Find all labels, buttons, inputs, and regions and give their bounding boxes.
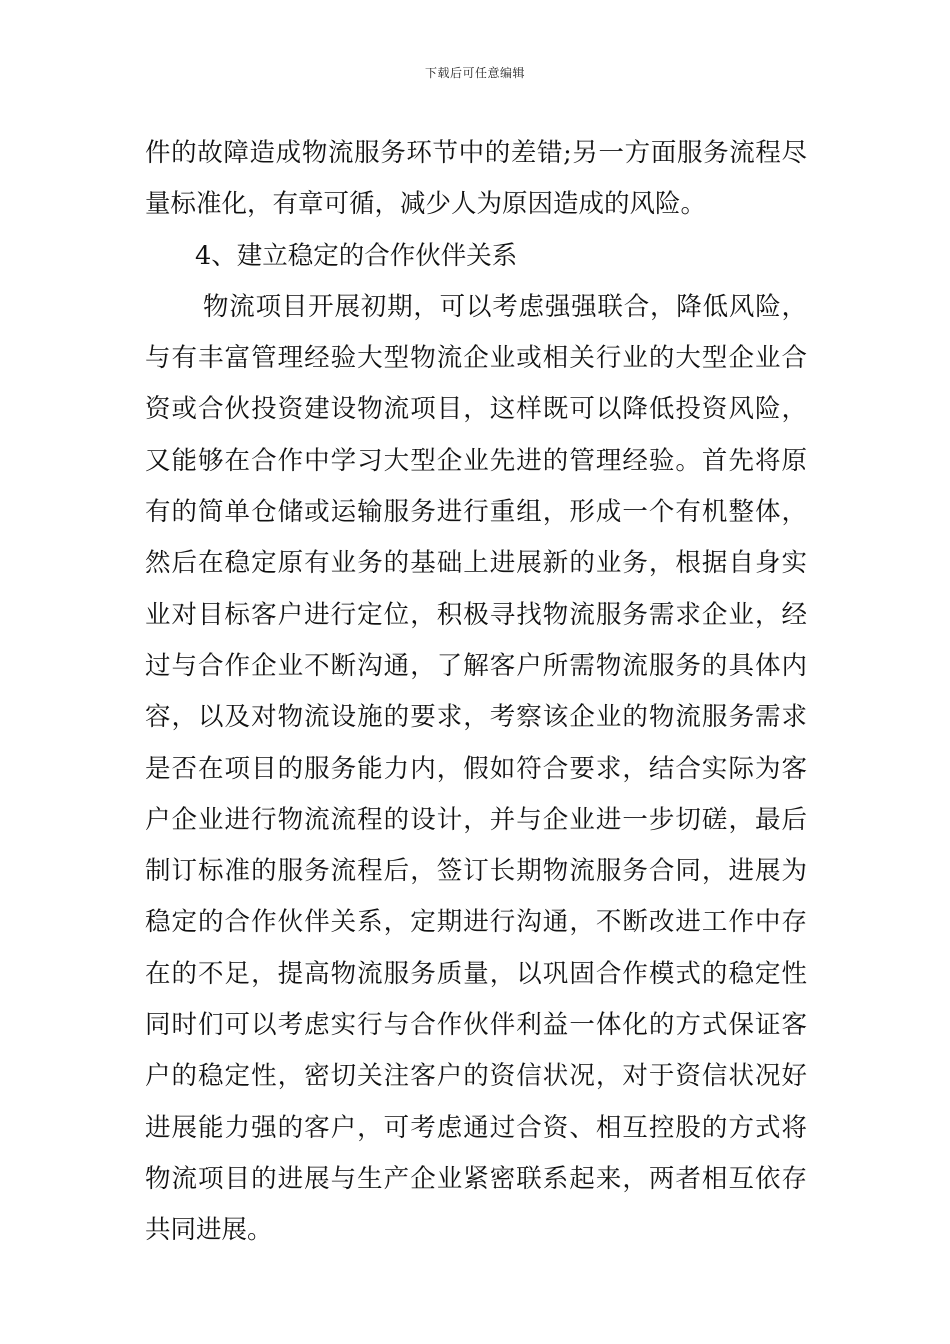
section-heading: 4、建立稳定的合作伙伴关系: [195, 240, 518, 271]
text-line: 量标准化，有章可循，减少人为原因造成的风险。: [145, 189, 707, 220]
text-line: 过与合作企业不断沟通，了解客户所需物流服务的具体内: [145, 650, 807, 681]
text-line: 是否在项目的服务能力内，假如符合要求，结合实际为客: [145, 753, 807, 784]
text-line: 件的故障造成物流服务环节中的差错;另一方面服务流程尽: [145, 138, 807, 168]
text-line: 同时们可以考虑实行与合作伙伴利益一体化的方式保证客: [145, 1010, 807, 1041]
download-note: 下载后可任意编辑: [424, 66, 525, 80]
text-line: 业对目标客户进行定位，积极寻找物流服务需求企业，经: [145, 599, 807, 630]
text-line: 进展能力强的客户，可考虑通过合资、相互控股的方式将: [145, 1112, 807, 1143]
text-line: 稳定的合作伙伴关系，定期进行沟通，不断改进工作中存: [145, 907, 807, 938]
text-line: 与有丰富管理经验大型物流企业或相关行业的大型企业合: [145, 343, 807, 374]
document-body: [145, 128, 807, 1257]
text-line: 又能够在合作中学习大型企业先进的管理经验。首先将原: [145, 445, 807, 476]
text-line: 物流项目的进展与生产企业紧密联系起来，两者相互依存: [145, 1163, 807, 1194]
text-line: 共同进展。: [145, 1215, 273, 1246]
text-line: 物流项目开展初期，可以考虑强强联合，降低风险，: [203, 291, 807, 322]
text-line: 户企业进行物流流程的设计，并与企业进一步切磋，最后: [145, 804, 807, 835]
text-line: 户的稳定性，密切关注客户的资信状况，对于资信状况好: [145, 1061, 807, 1092]
text-line: 资或合伙投资建设物流项目，这样既可以降低投资风险，: [145, 394, 807, 425]
text-line: 容，以及对物流设施的要求，考察该企业的物流服务需求: [145, 702, 807, 733]
text-line: 然后在稳定原有业务的基础上进展新的业务，根据自身实: [145, 548, 807, 579]
text-line: 制订标准的服务流程后，签订长期物流服务合同，进展为: [145, 856, 807, 887]
text-line: 有的简单仓储或运输服务进行重组，形成一个有机整体，: [145, 497, 807, 528]
text-line: 在的不足，提高物流服务质量，以巩固合作模式的稳定性: [145, 958, 807, 989]
